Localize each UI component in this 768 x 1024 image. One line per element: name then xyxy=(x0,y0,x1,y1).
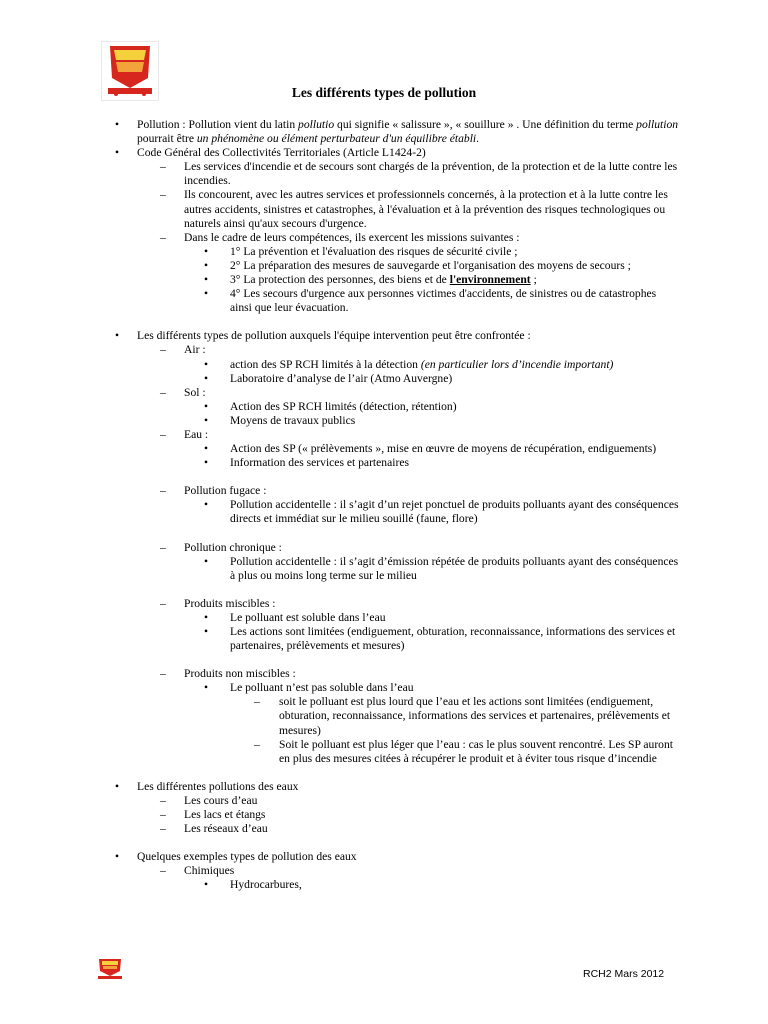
list-item: – Pollution fugace : xyxy=(160,484,267,498)
document-body xyxy=(115,118,680,893)
bullet-icon: • xyxy=(115,329,120,343)
bullet-icon: • xyxy=(115,118,120,131)
list-item: • Les actions sont limitées (endiguement, obturation, reconnaissance, informations des services et partenaires, prélèvements et mesures) xyxy=(204,625,676,653)
bullet-icon: • xyxy=(204,371,209,385)
footer-text: RCH2 Mars 2012 xyxy=(583,968,665,980)
bullet-icon: • xyxy=(115,850,120,864)
list-item: • Code Général des Collectivités Territoriales (Article L1424-2) xyxy=(115,146,426,160)
list-item: – Sol : xyxy=(160,385,206,399)
list-item: – Eau : xyxy=(160,427,209,441)
bullet-icon: • xyxy=(115,779,120,793)
dash-icon: – xyxy=(160,427,166,441)
bullet-icon: • xyxy=(204,681,209,695)
bullet-icon: • xyxy=(204,273,209,287)
dash-icon: – xyxy=(254,695,260,709)
list-item: • Pollution : Pollution vient du latin pollutio qui signifie « salissure », « souillure » . Une définition du terme pollution pourrait être un phénomène ou élément perturbateur d'un équilibre établi. xyxy=(115,118,679,146)
list-item: • 1° La prévention et l'évaluation des risques de sécurité civile ; xyxy=(204,244,518,258)
list-item: • 3° La protection des personnes, des biens et de l'environnement ; xyxy=(204,273,537,287)
list-item: • Les différents types de pollution auxquels l'équipe intervention peut être confrontée : xyxy=(115,329,531,343)
list-item: – Les cours d’eau xyxy=(160,793,258,807)
list-item: • Laboratoire d’analyse de l’air (Atmo Auvergne) xyxy=(204,371,453,385)
list-item: • 4° Les secours d'urgence aux personnes victimes d'accidents, de sinistres ou de catastrophes ainsi que leur évacuation. xyxy=(204,287,657,315)
dash-icon: – xyxy=(160,596,166,610)
list-item: – soit le polluant est plus lourd que l’eau et les actions sont limitées (endiguement, obturation, reconnaissance, informations des services et partenaires, prélèvements et mesures) xyxy=(254,695,671,737)
bullet-icon: • xyxy=(204,413,209,427)
bullet-icon: • xyxy=(204,625,209,638)
list-item: • Hydrocarbures, xyxy=(204,878,302,892)
bullet-icon: • xyxy=(204,258,209,272)
list-item: – Pollution chronique : xyxy=(160,540,282,554)
bullet-icon: • xyxy=(204,610,209,624)
bullet-icon: • xyxy=(204,554,209,568)
dash-icon: – xyxy=(160,540,166,554)
bullet-icon: • xyxy=(204,442,209,456)
dash-icon: – xyxy=(160,793,166,807)
dash-icon: – xyxy=(160,484,166,498)
list-item: – Produits non miscibles : xyxy=(160,667,296,681)
bullet-icon: • xyxy=(115,146,120,160)
list-item: – Chimiques xyxy=(160,864,235,878)
list-item: • Action des SP (« prélèvements », mise en œuvre de moyens de récupération, endiguements) xyxy=(204,442,657,456)
dash-icon: – xyxy=(254,737,260,751)
dash-icon: – xyxy=(160,385,166,399)
bullet-icon: • xyxy=(204,357,209,371)
list-item: – Soit le polluant est plus léger que l’eau : cas le plus souvent rencontré. Les SP auront en plus des mesures citées à récupérer le produit et à éviter tous risque d’incendie xyxy=(254,737,673,765)
dash-icon: – xyxy=(160,667,166,681)
list-item: • Le polluant est soluble dans l’eau xyxy=(204,610,386,624)
list-item: • Le polluant n’est pas soluble dans l’eau xyxy=(204,681,414,695)
dash-icon: – xyxy=(160,230,166,244)
list-item: • action des SP RCH limités à la détection (en particulier lors d’incendie important) xyxy=(204,357,614,371)
list-item: • Pollution accidentelle : il s’agit d’émission répétée de produits polluants ayant des conséquences à plus ou moins long terme sur le milieu xyxy=(204,554,679,582)
list-item: • Action des SP RCH limités (détection, rétention) xyxy=(204,399,457,413)
bullet-icon: • xyxy=(204,399,209,413)
list-item: – Les services d'incendie et de secours sont chargés de la prévention, de la protection et de la lutte contre les incendies. xyxy=(160,160,678,188)
dash-icon: – xyxy=(160,188,166,202)
bullet-icon: • xyxy=(204,498,209,512)
list-item: – Dans le cadre de leurs compétences, ils exercent les missions suivantes : xyxy=(160,230,520,244)
list-item: • Information des services et partenaires xyxy=(204,456,409,470)
dash-icon: – xyxy=(160,160,166,174)
page-title: Les différents types de pollution xyxy=(291,85,477,100)
bullet-icon: • xyxy=(204,287,209,301)
bullet-icon: • xyxy=(204,456,209,470)
bullet-icon: • xyxy=(204,244,209,258)
dash-icon: – xyxy=(160,822,166,836)
list-item: – Produits miscibles : xyxy=(160,596,276,610)
dash-icon: – xyxy=(160,343,166,357)
list-item: – Ils concourent, avec les autres services et professionnels concernés, à la protection et à la lutte contre les autres accidents, sinistres et catastrophes, à l'évaluation et à la prévention des risques technologiques ou naturels ainsi qu'aux secours d'urgence. xyxy=(160,188,668,230)
list-item: • Les différentes pollutions des eaux xyxy=(115,779,299,793)
dash-icon: – xyxy=(160,864,166,878)
dash-icon: – xyxy=(160,808,166,822)
list-item: • Moyens de travaux publics xyxy=(204,413,356,427)
list-item: – Les lacs et étangs xyxy=(160,808,266,822)
list-item: • 2° La préparation des mesures de sauvegarde et l'organisation des moyens de secours ; xyxy=(204,258,631,272)
sdis-emblem-small-icon xyxy=(95,958,125,980)
list-item: – Les réseaux d’eau xyxy=(160,822,268,836)
bullet-icon: • xyxy=(204,878,209,892)
list-item: • Quelques exemples types de pollution des eaux xyxy=(115,850,357,864)
list-item: – Air : xyxy=(160,343,206,357)
list-item: • Pollution accidentelle : il s’agit d’un rejet ponctuel de produits polluants ayant des conséquences directs et immédiat sur le milieu souillé (faune, flore) xyxy=(204,498,679,526)
sdis-logo-small xyxy=(95,958,125,980)
